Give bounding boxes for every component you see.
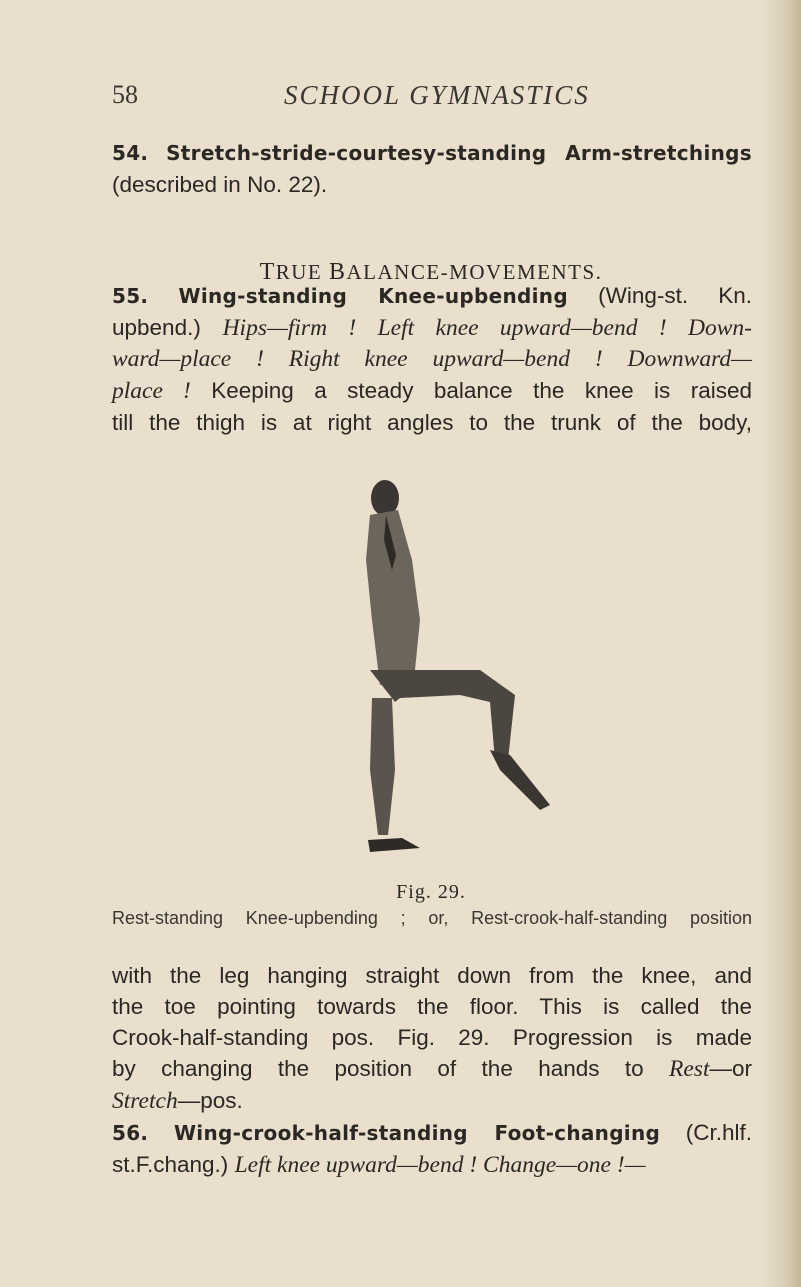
running-title: SCHOOL GYMNASTICS <box>284 80 590 110</box>
item-56 <box>112 1117 752 1181</box>
item-55-text-1: Keeping a steady balance the knee is raised <box>190 378 753 403</box>
item-55-number: 55. <box>112 284 149 308</box>
item-55-command-1: Hips—firm ! Left knee upward—bend ! Down- <box>222 315 752 341</box>
item-55-line-1 <box>112 280 752 312</box>
item-55-command-2: ward—place ! Right knee upward—bend ! Downward— <box>112 346 752 372</box>
item-54 <box>112 137 752 200</box>
item-55 <box>112 280 752 438</box>
figure-raised-foot <box>490 750 550 810</box>
item-54-line-1 <box>112 137 752 169</box>
page-edge-shadow <box>761 0 801 1287</box>
continuation-line-4 <box>112 1053 752 1085</box>
continuation-pos: —pos. <box>177 1088 243 1113</box>
item-55-title: Wing-standing Knee-upbending <box>178 284 568 308</box>
gymnast-figure <box>366 480 550 852</box>
continuation-line-1: with the leg hanging straight down from the knee, and <box>112 963 752 988</box>
continuation-paragraph <box>112 960 752 1117</box>
item-56-line-2 <box>112 1149 752 1181</box>
continuation-rest: Rest <box>669 1056 710 1082</box>
item-56-command: Left knee upward—bend ! Change—one !— <box>234 1152 646 1178</box>
figure-torso <box>366 510 420 685</box>
figure-illustration <box>340 470 550 870</box>
item-56-number: 56. <box>112 1121 149 1145</box>
continuation-line-3: Crook-half-standing pos. Fig. 29. Progression is made <box>112 1025 752 1050</box>
item-54-title: Stretch-stride-courtesy-standing Arm-stretchings <box>166 141 752 165</box>
item-56-title: Wing-crook-half-standing Foot-changing <box>173 1121 661 1145</box>
item-55-abbr-2: upbend.) <box>112 315 201 340</box>
item-54-number: 54. <box>112 141 149 165</box>
figure-standing-foot <box>368 838 420 852</box>
item-55-command-3: place ! <box>112 378 191 404</box>
continuation-stretch: Stretch <box>112 1088 178 1114</box>
item-54-text: (described in No. 22). <box>112 172 328 197</box>
item-55-line-2 <box>112 312 752 344</box>
item-56-abbr-2: st.F.chang.) <box>112 1152 229 1177</box>
item-55-line-4 <box>112 375 752 407</box>
continuation-line-5 <box>112 1085 752 1117</box>
page-header <box>112 80 712 120</box>
figure-label: Fig. 29. <box>396 881 466 903</box>
item-56-line-1 <box>112 1117 752 1149</box>
page-number: 58 <box>112 80 138 109</box>
heading-initial-2: B <box>329 259 347 285</box>
item-55-abbr: (Wing-st. Kn. <box>598 283 752 308</box>
heading-rest-2: ALANCE-MOVEMENTS. <box>346 260 603 284</box>
heading-rest-1: RUE <box>275 260 329 284</box>
figure-caption: Rest-standing Knee-upbending ; or, Rest-crook-half-standing position <box>112 908 752 928</box>
figure-standing-leg <box>370 698 395 835</box>
heading-initial-1: T <box>259 259 276 285</box>
item-56-abbr: (Cr.hlf. <box>685 1120 752 1145</box>
item-55-text-2: till the thigh is at right angles to the trunk of the body, <box>112 410 752 435</box>
continuation-line-2: the toe pointing towards the floor. This is called the <box>112 994 752 1019</box>
continuation-line-4-text: by changing the position of the hands to <box>112 1056 670 1081</box>
continuation-or: —or <box>709 1056 752 1081</box>
